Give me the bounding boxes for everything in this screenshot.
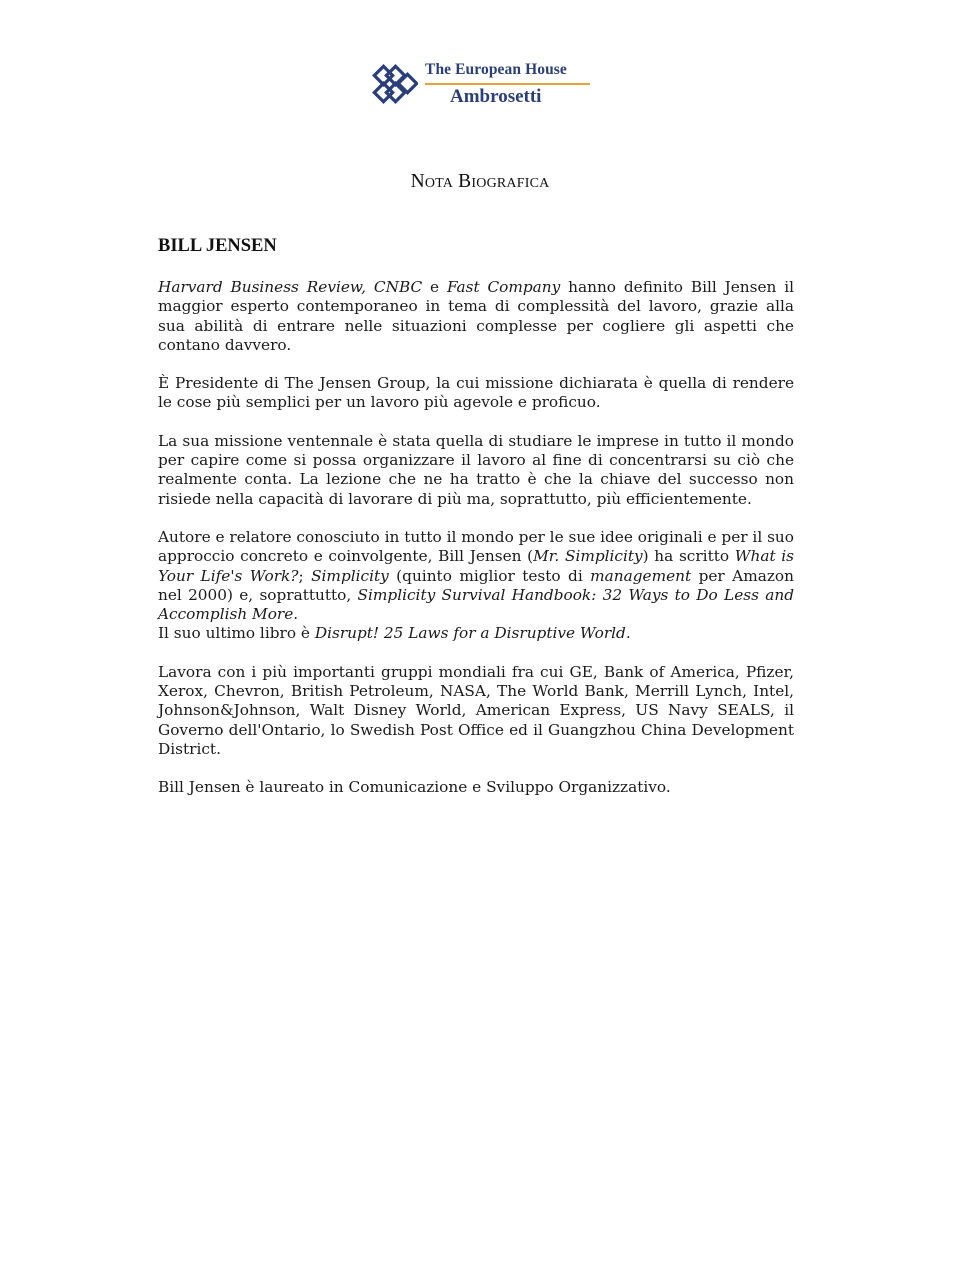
text-span: ) ha scritto (642, 547, 735, 566)
paragraph-president: È Presidente di The Jensen Group, la cui missione dichiarata è quella di rendere le cose più semplici per un lavoro più agevole e proficuo. (158, 374, 794, 412)
text-span: e (422, 278, 447, 296)
book-title: Disrupt! 25 Laws for a Disruptive World (314, 624, 626, 643)
text-span: Autore e relatore conosciuto in tutto il mondo per le sue idee originali e per il suo approccio concreto e coinvolgente, Bill Jensen ( (158, 527, 794, 566)
paragraph-latest-book (158, 624, 794, 643)
text-span: hanno definito Bill Jensen il maggior esperto contemporaneo in tema di complessità del lavoro, grazie alla sua abilità di entrare nelle situazioni complesse per cogliere gli aspetti che contano davvero. (158, 278, 794, 354)
text-span: Il suo ultimo libro è (158, 624, 315, 643)
logo-divider (425, 83, 590, 85)
paragraph-mission: La sua missione ventennale è stata quella di studiare le imprese in tutto il mondo per capire come si possa organizzare il lavoro al fine di concentrarsi su ciò che realmente conta. La lezione che ne ha tratto è che la chiave del successo non risiede nella capacità di lavorare di più ma, soprattutto, più efficientemente. (158, 431, 794, 508)
paragraph-education: Bill Jensen è laureato in Comunicazione e Sviluppo Organizzativo. (158, 778, 671, 797)
text-span: . (625, 624, 631, 643)
person-name: BILL JENSEN (158, 236, 277, 256)
logo-text-line1: The European House (425, 61, 567, 78)
text-span: per Amazon nel 2000) e, soprattutto, (158, 566, 794, 604)
publication-name: Harvard Business Review, CNBC (158, 278, 423, 296)
interlocking-squares-logo-icon (372, 64, 418, 104)
publication-name: Fast Company (446, 278, 561, 296)
book-title: What is Your Life's Work? (158, 547, 795, 585)
text-span: . (293, 605, 299, 624)
logo-text-line2: Ambrosetti (450, 86, 542, 107)
italic-term: management (590, 566, 692, 585)
paragraph-intro (158, 278, 794, 355)
document-title: Nota Biografica (410, 171, 550, 192)
text-span: (quinto miglior testo di (388, 566, 591, 585)
company-logo (372, 58, 592, 110)
paragraph-books (158, 528, 794, 624)
biography-body (158, 278, 794, 817)
book-title: Simplicity (311, 566, 389, 585)
text-span: ; (298, 566, 312, 585)
paragraph-clients: Lavora con i più importanti gruppi mondiali fra cui GE, Bank of America, Pfizer, Xerox, Chevron, British Petroleum, NASA, The World Bank, Merrill Lynch, Intel, Johnson&Johnson, Walt Disney World, American Express, US Navy SEALS, il Governo dell'Ontario, lo Swedish Post Office ed il Guangzhou China Development District. (158, 662, 794, 758)
nickname: Mr. Simplicity (533, 547, 643, 566)
book-title: Simplicity Survival Handbook: 32 Ways to Do Less and Accomplish More (158, 585, 794, 624)
